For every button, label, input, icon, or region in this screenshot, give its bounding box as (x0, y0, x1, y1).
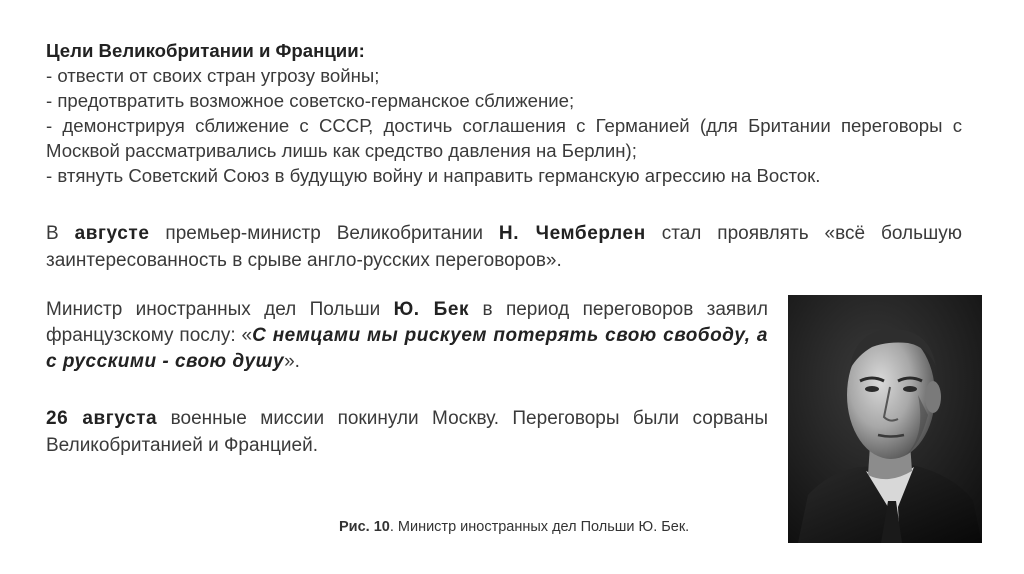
text: в период переговоров заявил французскому послу: « (46, 299, 769, 346)
bold-date: 26 августа (46, 408, 158, 429)
goals-title: Цели Великобритании и Франции: (46, 40, 365, 61)
goals-item: - предотвратить возможное советско-германское сближение; (46, 90, 575, 111)
bold-month: августе (74, 223, 150, 244)
portrait-image (788, 295, 982, 543)
caption-label: Рис. 10 (339, 519, 390, 535)
quote: С немцами мы рискуем потерять свою свободу, а с русскими - свою душу (46, 325, 768, 372)
text: премьер-министр Великобритании (149, 223, 499, 244)
bold-name: Н. Чемберлен (498, 223, 646, 244)
bold-name: Ю. Бек (393, 299, 470, 320)
goals-item: - демонстрируя сближение с СССР, достичь соглашения с Германией (для Британии переговоры с Москвой рассматривались лишь как средство давления на Берлин); (46, 115, 962, 161)
text: военные миссии покинули Москву. Переговоры были сорваны Великобританией и Францией. (46, 408, 768, 456)
figure-caption (339, 519, 689, 535)
text: стал проявлять «всё большую заинтересованность в срыве англо-русских переговоров». (46, 223, 962, 271)
portrait-photo (788, 295, 982, 543)
text: Министр иностранных дел Польши (46, 299, 394, 320)
caption-text: . Министр иностранных дел Польши Ю. Бек. (389, 519, 690, 535)
text: В (46, 223, 75, 244)
paragraph-august (46, 220, 962, 274)
goals-item: - отвести от своих стран угрозу войны; (46, 65, 380, 86)
paragraph-final (46, 405, 768, 459)
text: ». (284, 351, 300, 372)
goals-item: - втянуть Советский Союз в будущую войну и направить германскую агрессию на Восток. (46, 165, 821, 186)
goals-block (46, 38, 962, 188)
paragraph-beck (46, 297, 768, 375)
